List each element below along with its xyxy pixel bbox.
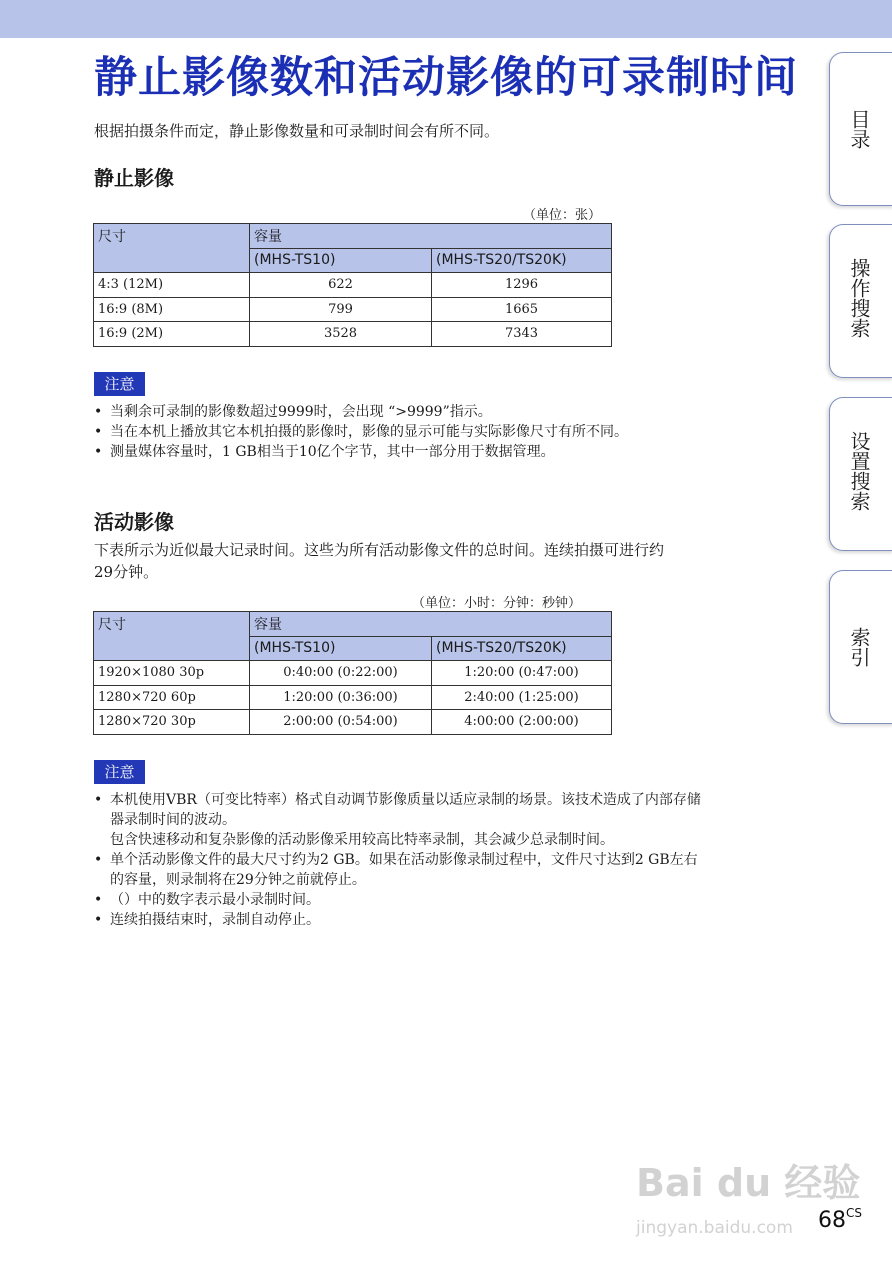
row-value-ts20: 2:40:00 (1:25:00) <box>432 685 612 710</box>
movie-heading: 活动影像 <box>94 510 174 534</box>
side-tab-contents[interactable] <box>829 52 892 206</box>
list-item <box>94 910 814 930</box>
still-notes-list <box>94 402 814 462</box>
list-item <box>94 442 814 462</box>
row-value-ts20: 4:00:00 (2:00:00) <box>432 710 612 735</box>
row-size: 16:9 (2M) <box>94 322 250 347</box>
row-value-ts10: 2:00:00 (0:54:00) <box>250 710 432 735</box>
note-text: 当剩余可录制的影像数超过9999时，会出现 “>9999”指示。 <box>110 404 492 420</box>
bullet: • <box>94 404 103 420</box>
table-row <box>94 661 612 686</box>
bullet: • <box>94 892 103 908</box>
note-text: 当在本机上播放其它本机拍摄的影像时，影像的显示可能与实际影像尺寸有所不同。 <box>110 424 628 440</box>
page-title: 静止影像数和活动影像的可录制时间 <box>94 53 798 103</box>
row-value-ts20: 7343 <box>432 322 612 347</box>
side-tab-settings-search[interactable] <box>829 397 892 551</box>
row-value-ts10: 622 <box>250 273 432 298</box>
note-text: 的容量，则录制将在29分钟之前就停止。 <box>110 872 366 888</box>
bullet: • <box>94 852 103 868</box>
top-header-band <box>0 0 892 38</box>
col-model1-header: (MHS-TS10) <box>250 248 432 273</box>
note-text: 本机使用VBR（可变比特率）格式自动调节影像质量以适应录制的场景。该技术造成了内部存储 <box>110 792 701 808</box>
row-size: 16:9 (8M) <box>94 297 250 322</box>
note-text: 单个活动影像文件的最大尺寸约为2 GB。如果在活动影像录制过程中，文件尺寸达到2 GB左右 <box>110 852 698 868</box>
side-tab-label: 设置搜索 <box>847 431 871 511</box>
page-number <box>818 1206 862 1233</box>
page-number-suffix: CS <box>846 1206 862 1220</box>
side-tab-index[interactable] <box>829 570 892 724</box>
note-text: 连续拍摄结束时，录制自动停止。 <box>110 912 320 928</box>
list-item <box>94 402 814 422</box>
table-row <box>94 297 612 322</box>
movie-notes-list <box>94 790 814 930</box>
page-number-value: 68 <box>818 1208 846 1233</box>
list-item <box>94 422 814 442</box>
row-value-ts10: 1:20:00 (0:36:00) <box>250 685 432 710</box>
list-item <box>94 850 814 890</box>
bullet: • <box>94 792 103 808</box>
note-text: 包含快速移动和复杂影像的活动影像采用较高比特率录制，其会减少总录制时间。 <box>110 832 614 848</box>
still-note-tag: 注意 <box>94 372 145 396</box>
col-model2-header: (MHS-TS20/TS20K) <box>432 248 612 273</box>
row-value-ts20: 1665 <box>432 297 612 322</box>
watermark-url: jingyan.baidu.com <box>636 1218 793 1238</box>
side-tab-label: 目录 <box>847 109 871 149</box>
still-heading: 静止影像 <box>94 166 174 190</box>
bullet: • <box>94 444 103 460</box>
note-text: 测量媒体容量时，1 GB相当于10亿个字节，其中一部分用于数据管理。 <box>110 444 555 460</box>
intro-text: 根据拍摄条件而定，静止影像数量和可录制时间会有所不同。 <box>94 122 500 140</box>
row-value-ts10: 799 <box>250 297 432 322</box>
row-size: 1280×720 60p <box>94 685 250 710</box>
side-tab-operation-search[interactable] <box>829 224 892 378</box>
note-text: 器录制时间的波动。 <box>110 812 236 828</box>
bullet: • <box>94 424 103 440</box>
watermark-logo: Bai du 经验 <box>636 1161 861 1205</box>
bullet: • <box>94 912 103 928</box>
col-model1-header: (MHS-TS10) <box>250 636 432 661</box>
still-unit-label: （单位：张） <box>523 208 602 223</box>
table-row <box>94 710 612 735</box>
side-tab-label: 索引 <box>847 627 871 667</box>
row-value-ts10: 0:40:00 (0:22:00) <box>250 661 432 686</box>
row-value-ts10: 3528 <box>250 322 432 347</box>
movie-note-tag: 注意 <box>94 760 145 784</box>
row-value-ts20: 1296 <box>432 273 612 298</box>
col-capacity-header: 容量 <box>250 612 612 637</box>
table-row <box>94 685 612 710</box>
note-text: （）中的数字表示最小录制时间。 <box>110 892 320 908</box>
col-size-header: 尺寸 <box>94 612 250 661</box>
still-capacity-table <box>93 223 612 347</box>
row-value-ts20: 1:20:00 (0:47:00) <box>432 661 612 686</box>
col-model2-header: (MHS-TS20/TS20K) <box>432 636 612 661</box>
movie-unit-label: （单位：小时：分钟：秒钟） <box>412 596 582 611</box>
movie-time-table <box>93 611 612 735</box>
side-tab-label: 操作搜索 <box>847 258 871 338</box>
row-size: 4:3 (12M) <box>94 273 250 298</box>
table-row <box>94 273 612 298</box>
row-size: 1280×720 30p <box>94 710 250 735</box>
col-capacity-header: 容量 <box>250 224 612 249</box>
col-size-header: 尺寸 <box>94 224 250 273</box>
movie-description-line2: 29分钟。 <box>94 563 159 581</box>
movie-description <box>94 539 804 583</box>
row-size: 1920×1080 30p <box>94 661 250 686</box>
list-item <box>94 790 814 850</box>
list-item <box>94 890 814 910</box>
table-row <box>94 322 612 347</box>
movie-description-line1: 下表所示为近似最大记录时间。这些为所有活动影像文件的总时间。连续拍摄可进行约 <box>94 541 665 559</box>
